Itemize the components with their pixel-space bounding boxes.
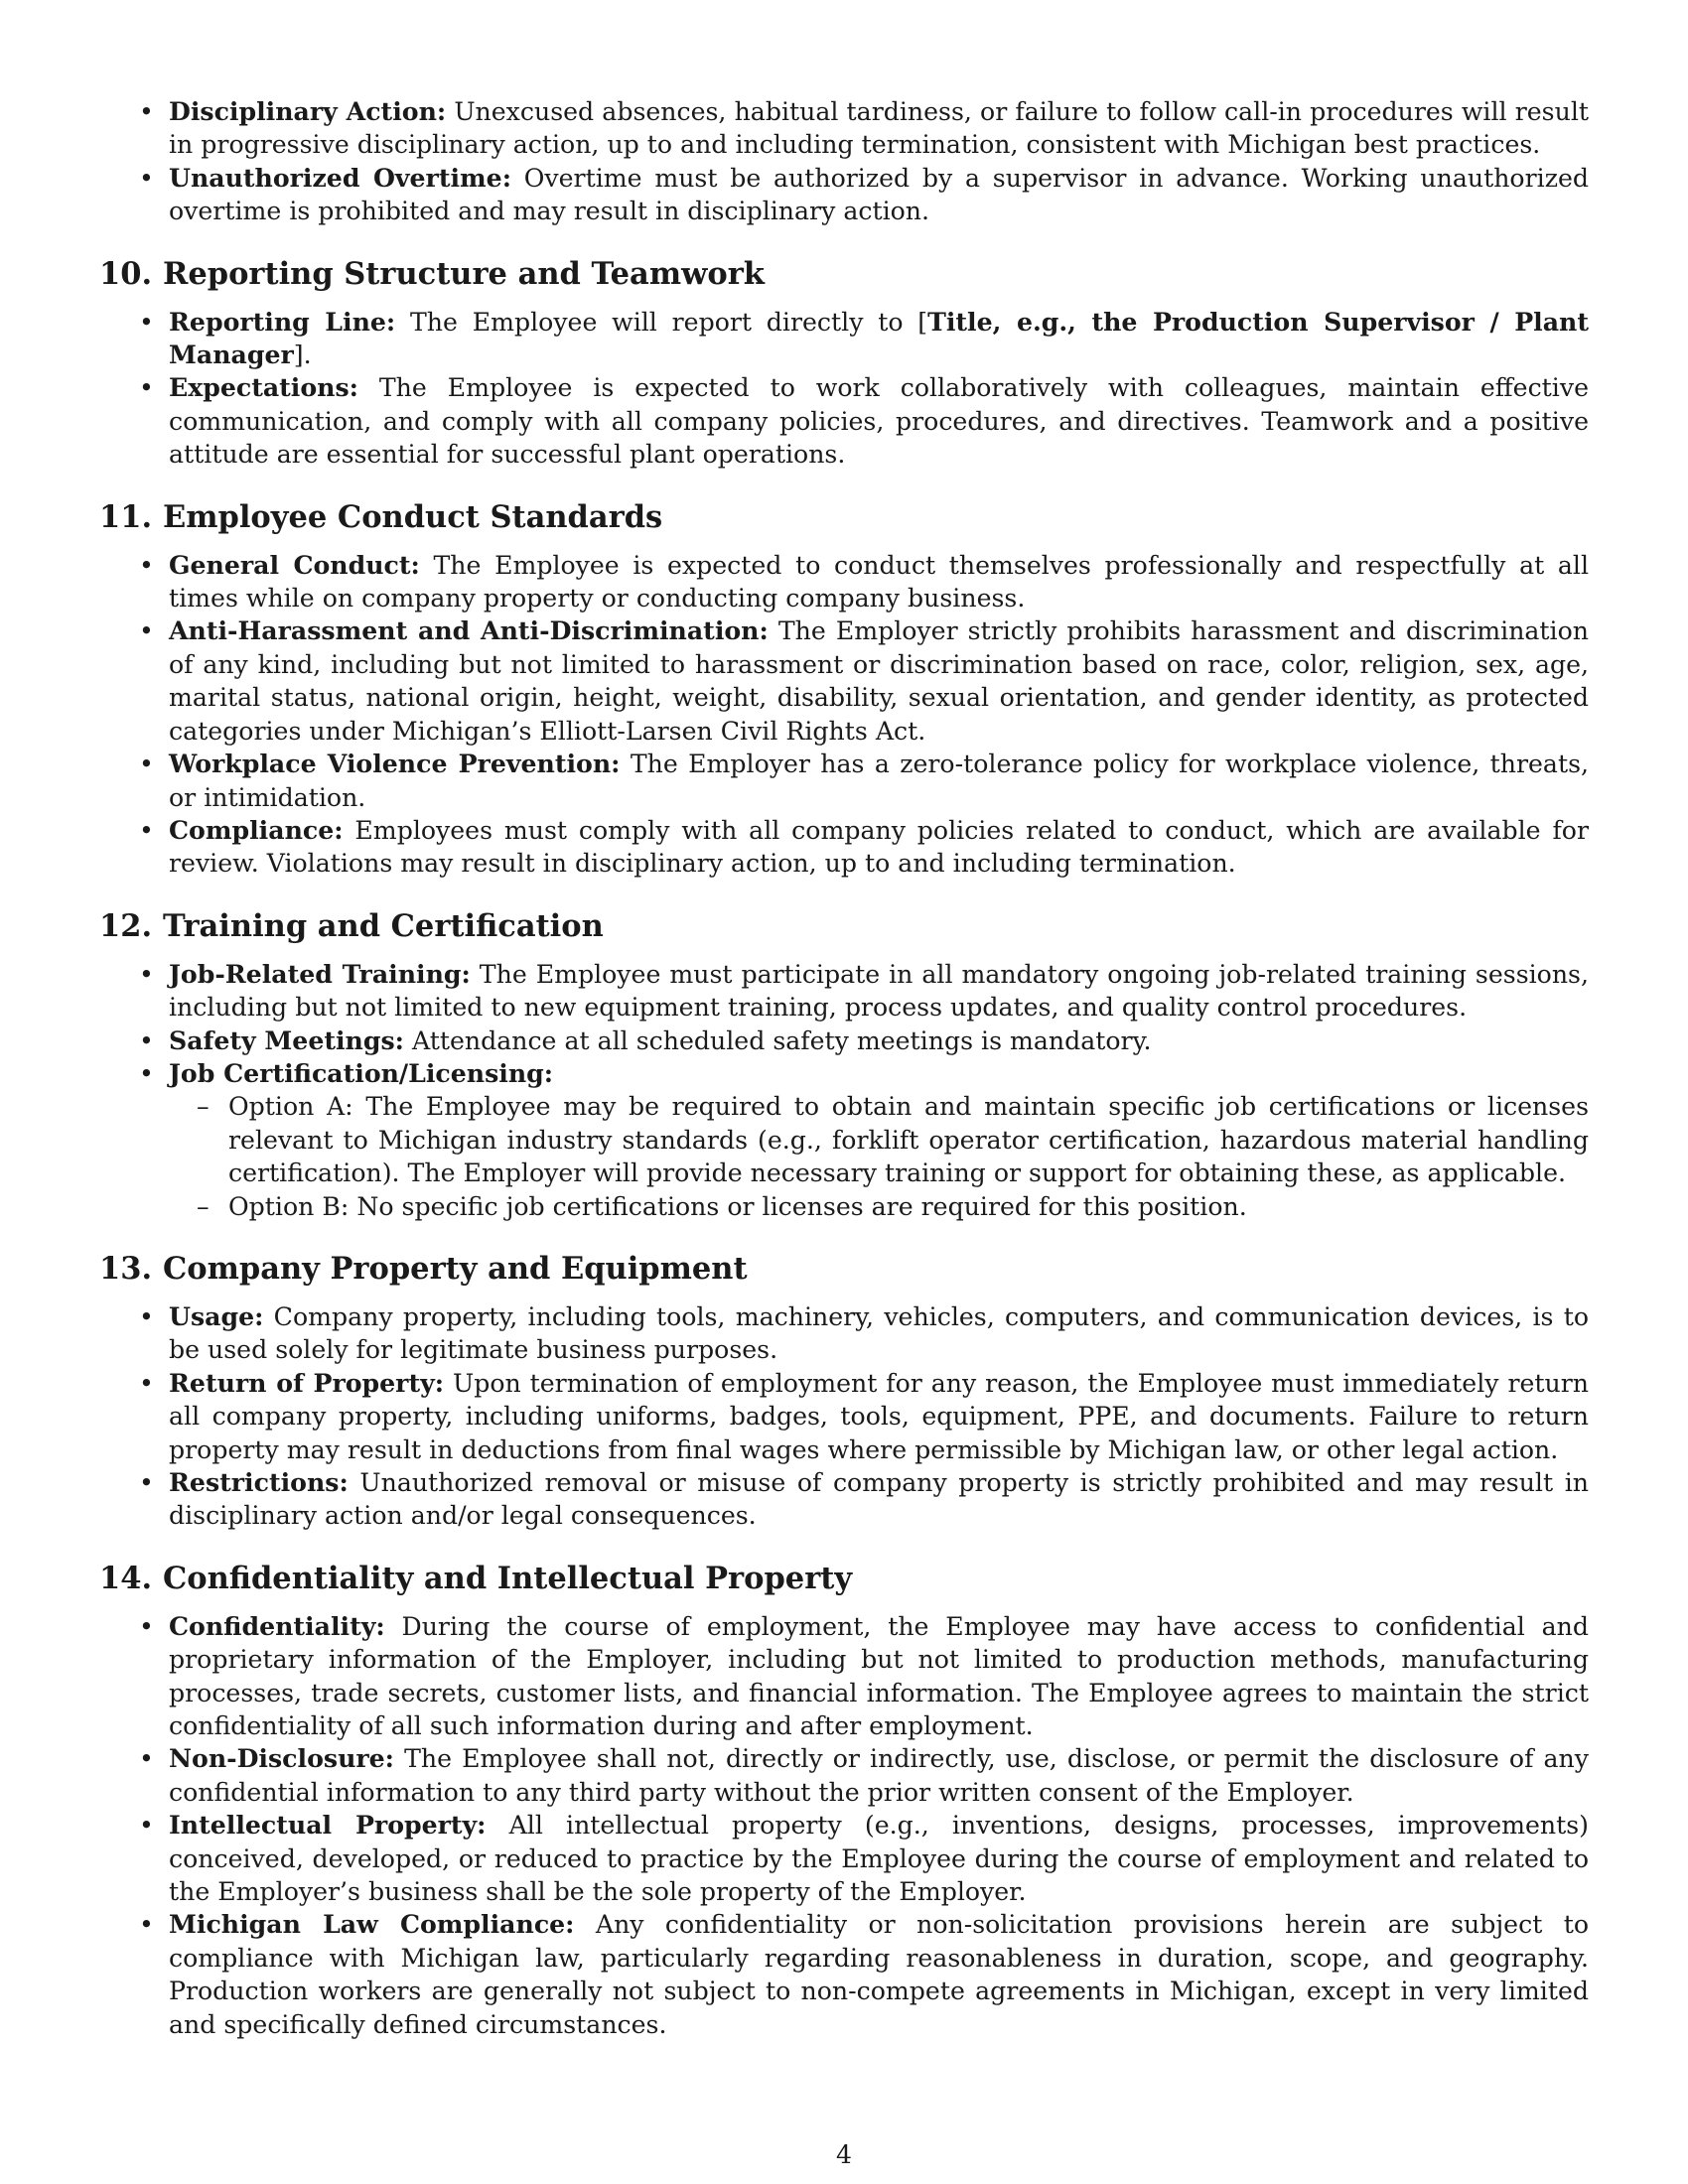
item-lead: Expectations: [169,372,358,403]
item-lead: Job Certification/Licensing: [169,1057,554,1088]
section-heading [99,1249,1589,1289]
list-item [99,1742,1589,1809]
item-lead: Confidentiality: [169,1610,385,1641]
list-item [99,958,1589,1024]
list-item [99,1024,1589,1057]
section-list [99,1300,1589,1533]
list-item [99,1367,1589,1466]
list-item [99,549,1589,615]
option-item: – Option B: No specific job certifications or licenses are required for this position. [169,1190,1589,1223]
list-item [99,1300,1589,1367]
item-lead: Job-Related Training: [169,958,471,989]
list-item [99,614,1589,748]
section-list [99,549,1589,881]
list-item [99,1908,1589,2041]
page-number: 4 [836,2140,852,2169]
section-heading [99,1559,1589,1598]
section-title: Employee Conduct Standards [163,498,663,535]
item-text: The Employee will report directly to [ [395,307,928,337]
item-lead: Reporting Line: [169,306,396,337]
item-text: The Employee must participate in all mandatory ongoing job-related training sessions, including but not limited to new equipment training, process updates, and quality control procedures. [169,959,1589,1023]
list-item [99,371,1589,471]
section-list [99,1610,1589,2041]
item-text: Employees must comply with all company policies related to conduct, which are available for review. Violations may result in disciplinary action, up to and including termination. [169,815,1589,879]
section-number: 13. [99,1250,153,1287]
item-text: During the course of employment, the Employee may have access to confidential and proprietary information of the Employer, including but not limited to production methods, manufacturing processes, trade secrets, customer lists, and financial information. The Employee agrees to maintain the strict confidentiality of all such information during and after employment. [169,1611,1589,1741]
section-number: 14. [99,1560,153,1596]
item-lead: Return of Property: [169,1367,445,1398]
item-lead: Disciplinary Action: [169,96,447,126]
item-text: Attendance at all scheduled safety meetings is mandatory. [403,1025,1152,1055]
section-11 [99,497,1589,881]
item-text: Unexcused absences, habitual tardiness, or failure to follow call-in procedures will result in progressive disciplinary action, up to and including termination, consistent with Michigan best practices. [169,97,1590,160]
item-lead: Non-Disclosure: [169,1743,394,1774]
item-lead: Compliance: [169,814,344,845]
item-lead: Workplace Violence Prevention: [169,749,621,779]
list-item [99,1809,1589,1908]
section-heading [99,497,1589,537]
item-lead: Unauthorized Overtime: [169,162,512,193]
section-number: 11. [99,498,153,535]
section-14 [99,1559,1589,2041]
item-lead: Anti-Harassment and Anti-Discrimination: [169,615,769,646]
item-text: The Employer has a zero-tolerance policy for workplace violence, threats, or intimidation. [169,750,1589,812]
item-lead: Usage: [169,1300,264,1331]
section-title: Company Property and Equipment [163,1250,748,1287]
list-item [99,814,1589,881]
item-text: The Employer strictly prohibits harassment and discrimination of any kind, including but not limited to harassment or discrimination based on race, color, religion, sex, age, marital status, national origin, height, weight, disability, sexual orientation, and gender identity, as protected categories under Michigan’s Elliott-Larsen Civil Rights Act. [169,616,1589,746]
list-item [99,748,1589,814]
item-lead: Michigan Law Compliance: [169,1909,575,1940]
section-10 [99,254,1589,472]
section-heading [99,906,1589,946]
list-item [99,1466,1589,1533]
section-list [99,306,1589,472]
document-page [99,95,1589,2041]
section-title: Training and Certification [163,907,604,944]
option-list [169,1090,1589,1223]
list-item [99,1057,1589,1223]
item-tail: ]. [293,341,312,370]
item-text: All intellectual property (e.g., inventions, designs, processes, improvements) conceived, developed, or reduced to practice by the Employee during the course of employment and related to the Employer’s business shall be the sole property of the Employer. [169,1811,1589,1907]
item-text: Unauthorized removal or misuse of company property is strictly prohibited and may result in disciplinary action and/or legal consequences. [169,1468,1589,1531]
item-text: Overtime must be authorized by a supervisor in advance. Working unauthorized overtime is prohibited and may result in disciplinary action. [169,163,1589,226]
section-heading [99,254,1589,294]
item-text: Company property, including tools, machinery, vehicles, computers, and communication devices, is to be used solely for legitimate business purposes. [169,1301,1589,1365]
item-text: Upon termination of employment for any reason, the Employee must immediately return all company property, including uniforms, badges, tools, equipment, PPE, and documents. Failure to return property may result in deductions from final wages where permissible by Michigan law, or other legal action. [169,1368,1589,1464]
list-item [99,306,1589,372]
section-12 [99,906,1589,1223]
section-number: 12. [99,907,153,944]
item-text: Any confidentiality or non-solicitation provisions herein are subject to compliance with Michigan law, particularly regarding reasonableness in duration, scope, and geography. Production workers are generally not subject to non-compete agreements in Michigan, except in very limited and specifically defined circumstances. [169,1910,1589,2039]
list-item [99,95,1589,162]
section-title: Reporting Structure and Teamwork [163,255,765,292]
list-item [99,1610,1589,1743]
option-item: – Option A: The Employee may be required to obtain and maintain specific job certifications or licenses relevant to Michigan industry standards (e.g., forklift operator certification, hazardous material handling certification). The Employer will provide necessary training or support for obtaining these, as applicable. [169,1090,1589,1189]
section-number: 10. [99,255,153,292]
list-item [99,162,1589,228]
item-lead: General Conduct: [169,549,420,580]
section-13 [99,1249,1589,1533]
item-lead: Intellectual Property: [169,1810,487,1841]
section-list [99,958,1589,1223]
item-text: The Employee is expected to work collaboratively with colleagues, maintain effective communication, and comply with all company policies, procedures, and directives. Teamwork and a positive attitude are essential for successful plant operations. [169,373,1589,470]
item-text: The Employee is expected to conduct themselves professionally and respectfully at all times while on company property or conducting company business. [169,550,1589,614]
item-text: The Employee shall not, directly or indirectly, use, disclose, or permit the disclosure of any confidential information to any third party without the prior written consent of the Employer. [169,1744,1589,1807]
item-lead: Restrictions: [169,1467,349,1497]
item-placeholder: Title, e.g., the Production Supervisor / Plant Manager [169,306,1589,370]
intro-list [99,95,1589,228]
item-lead: Safety Meetings: [169,1024,404,1055]
section-title: Confidentiality and Intellectual Property [163,1560,853,1596]
